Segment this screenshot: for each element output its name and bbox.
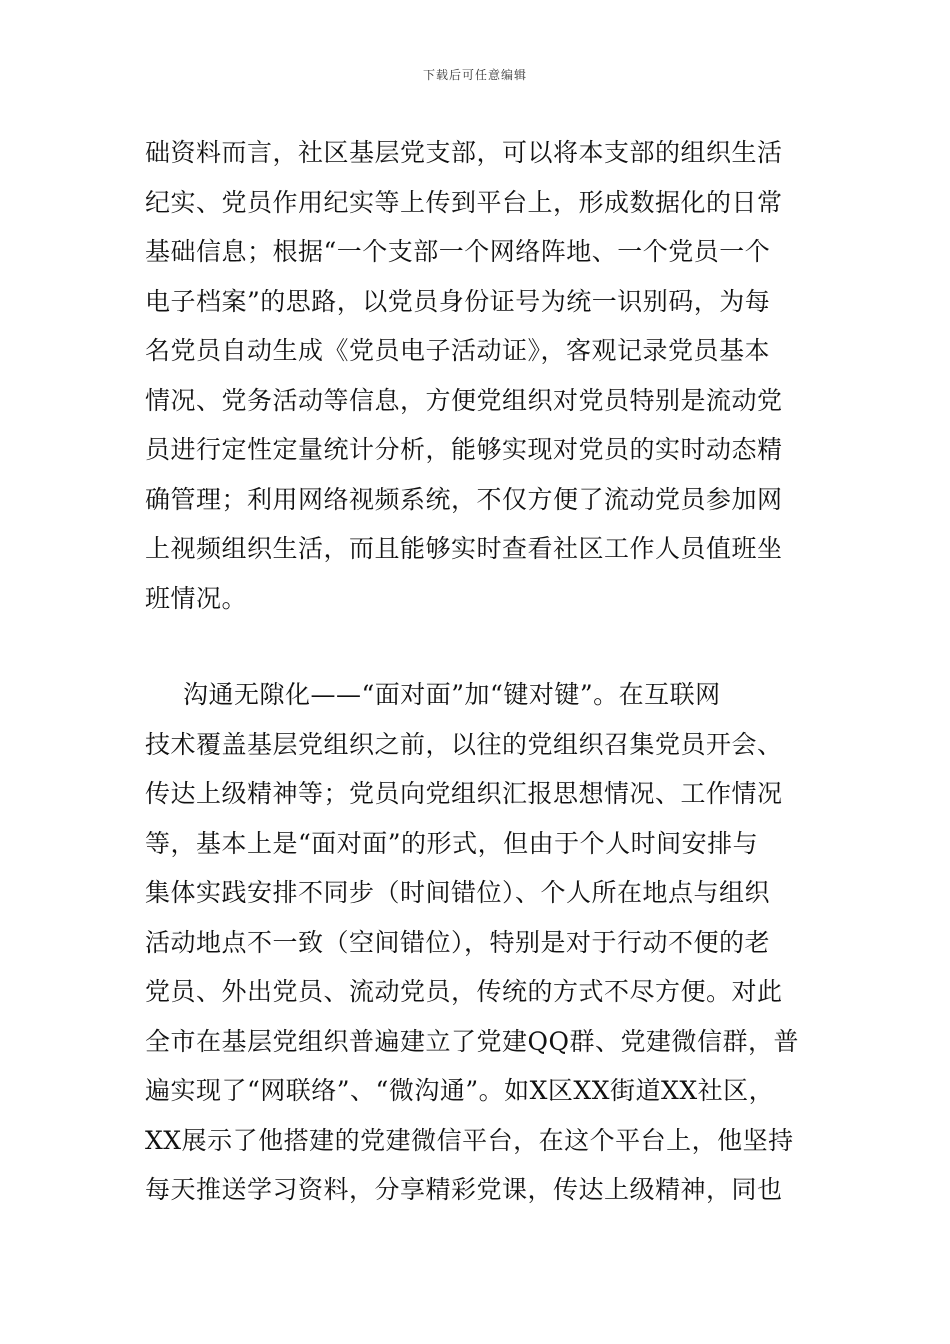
text-line: 沟通无隙化——“面对面”加“键对键”。在互联网 (183, 680, 721, 709)
text-line: 等，基本上是“面对面”的形式，但由于个人时间安排与 (145, 828, 759, 858)
paragraph-1 (145, 128, 809, 623)
paragraph-2 (145, 670, 809, 1215)
text-line: 础资料而言，社区基层党支部，可以将本支部的组织生活 (145, 138, 783, 167)
text-line: 基础信息；根据“一个支部一个网络阵地、一个党员一个 (145, 237, 771, 266)
text-line: 传达上级精神等；党员向党组织汇报思想情况、工作情况 (145, 779, 783, 808)
text-line: 员进行定性定量统计分析，能够实现对党员的实时动态精 (145, 435, 783, 464)
text-line: 党员、外出党员、流动党员，传统的方式不尽方便。对此 (145, 977, 783, 1006)
text-line: 纪实、党员作用纪实等上传到平台上，形成数据化的日常 (145, 187, 783, 217)
document-body (145, 128, 809, 1215)
page-header: 下载后可任意编辑 (422, 68, 527, 82)
text-line: 活动地点不一致（空间错位），特别是对于行动不便的老 (145, 927, 771, 957)
text-line: 全市在基层党组织普遍建立了党建QQ群、党建微信群，普 (145, 1026, 799, 1056)
text-line: 班情况。 (145, 583, 248, 613)
text-line: 情况、党务活动等信息，方便党组织对党员特别是流动党 (145, 385, 783, 415)
text-line: 每天推送学习资料，分享精彩党课，传达上级精神，同也 (145, 1175, 783, 1204)
text-line: 集体实践安排不同步（时间错位）、个人所在地点与组织 (145, 878, 771, 907)
text-line: 确管理；利用网络视频系统，不仅方便了流动党员参加网 (145, 484, 783, 514)
text-line: 遍实现了“网联络”、“微沟通”。如X区XX街道XX社区， (145, 1076, 775, 1105)
text-line: XX展示了他搭建的党建微信平台，在这个平台上，他坚持 (145, 1125, 794, 1155)
text-line: 名党员自动生成《党员电子活动证》，客观记录党员基本 (145, 336, 771, 365)
paragraph-spacer (145, 623, 809, 670)
text-line: 上视频组织生活，而且能够实时查看社区工作人员值班坐 (145, 534, 783, 563)
text-line: 技术覆盖基层党组织之前，以往的党组织召集党员开会、 (145, 729, 783, 759)
text-line: 电子档案”的思路，以党员身份证号为统一识别码，为每 (145, 286, 771, 316)
